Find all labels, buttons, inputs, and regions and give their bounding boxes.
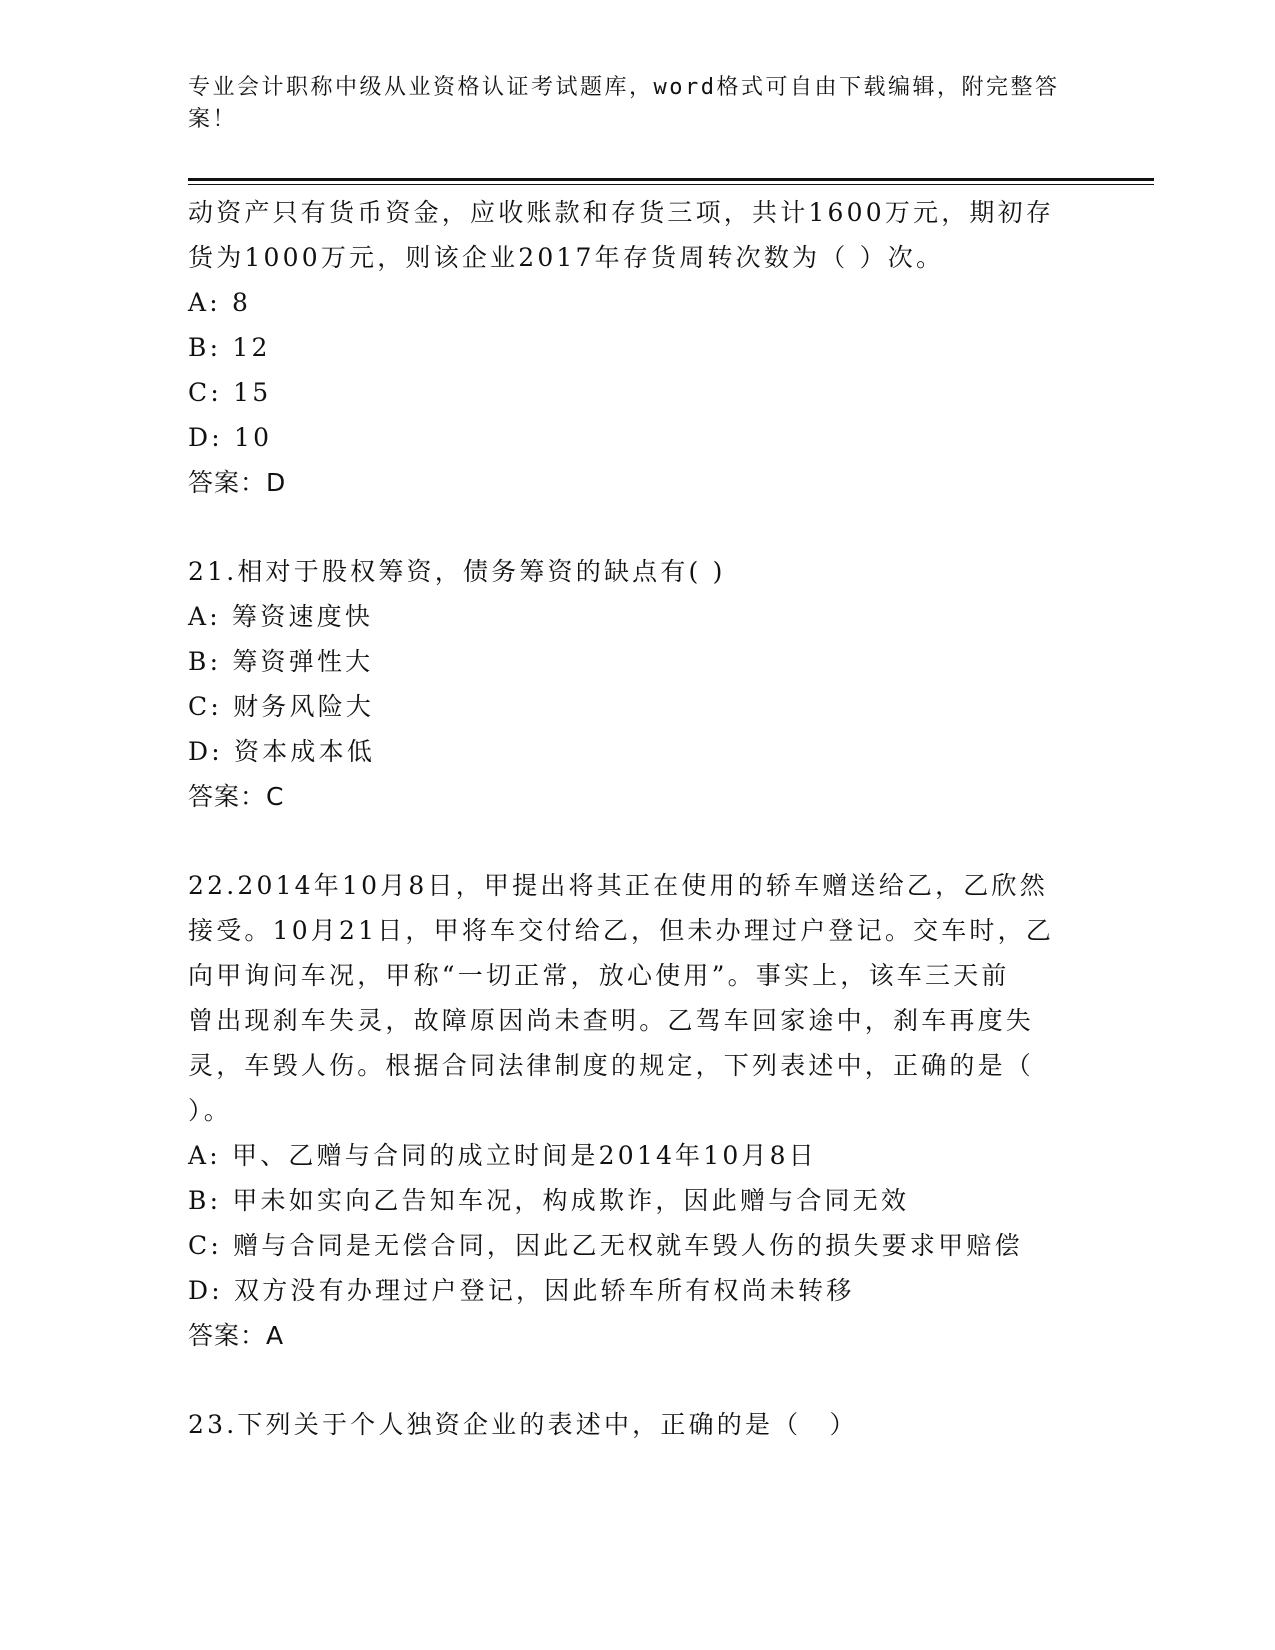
question-20 — [188, 190, 1088, 505]
question-stem-line: 灵，车毁人伤。根据合同法律制度的规定，下列表述中，正确的是（ — [188, 1051, 1035, 1080]
option-c: C: 15 — [188, 378, 272, 407]
option-a: A: 筹资速度快 — [188, 602, 374, 631]
question-stem: 21.相对于股权筹资，债务筹资的缺点有( ) — [188, 557, 726, 586]
document-header — [188, 72, 1068, 136]
question-21 — [188, 549, 1088, 819]
question-stem-line: 接受。10月21日，甲将车交付给乙，但未办理过户登记。交车时，乙 — [188, 916, 1055, 945]
question-stem-line: 曾出现刹车失灵，故障原因尚未查明。乙驾车回家途中，刹车再度失 — [188, 1006, 1035, 1035]
answer: 答案：D — [188, 468, 287, 497]
option-a: A: 甲、乙赠与合同的成立时间是2014年10月8日 — [188, 1141, 817, 1170]
question-stem-line: 向甲询问车况，甲称“一切正常，放心使用”。事实上，该车三天前 — [188, 961, 1010, 990]
option-b: B: 甲未如实向乙告知车况，构成欺诈，因此赠与合同无效 — [188, 1186, 910, 1215]
header-divider-thin — [188, 184, 1154, 185]
header-text: 专业会计职称中级从业资格认证考试题库，word格式可自由下载编辑，附完整答案！ — [188, 75, 1060, 132]
question-23 — [188, 1402, 1088, 1447]
question-content — [188, 190, 1088, 1447]
question-stem-line: 22.2014年10月8日，甲提出将其正在使用的轿车赠送给乙，乙欣然 — [188, 871, 1048, 900]
answer: 答案：A — [188, 1321, 285, 1350]
option-b: B: 12 — [188, 333, 271, 362]
question-stem-line: 货为1000万元，则该企业2017年存货周转次数为（ ）次。 — [188, 243, 945, 272]
option-d: D: 资本成本低 — [188, 737, 376, 766]
option-b: B: 筹资弹性大 — [188, 647, 374, 676]
option-d: D: 10 — [188, 423, 273, 452]
option-a: A: 8 — [188, 288, 252, 317]
option-c: C: 财务风险大 — [188, 692, 375, 721]
question-stem: 23.下列关于个人独资企业的表述中，正确的是（ ） — [188, 1410, 858, 1439]
option-c: C: 赠与合同是无偿合同，因此乙无权就车毁人伤的损失要求甲赔偿 — [188, 1231, 1023, 1260]
question-22 — [188, 863, 1088, 1358]
question-stem-line: 动资产只有货币资金，应收账款和存货三项，共计1600万元，期初存 — [188, 198, 1055, 227]
header-divider-thick — [188, 178, 1154, 181]
option-d: D: 双方没有办理过户登记，因此轿车所有权尚未转移 — [188, 1276, 855, 1305]
question-stem-line: ）。 — [188, 1096, 232, 1125]
answer: 答案：C — [188, 782, 285, 811]
